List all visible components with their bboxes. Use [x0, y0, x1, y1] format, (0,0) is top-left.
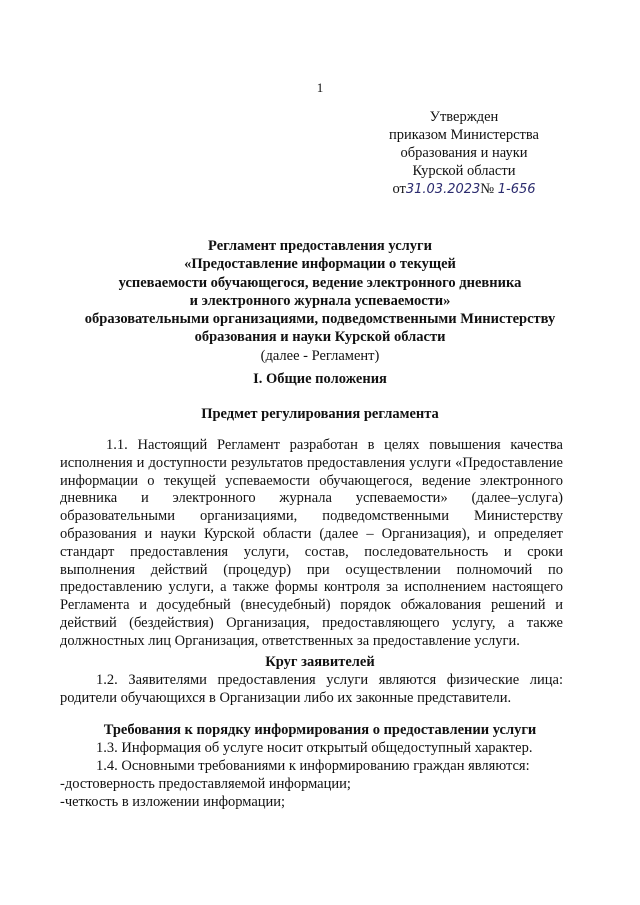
list-item: -четкость в изложении информации; — [60, 793, 286, 810]
section-heading-applicants: Круг заявителей — [265, 654, 375, 670]
title-line: «Предоставление информации о текущей — [184, 256, 456, 273]
page-number: 1 — [316, 80, 324, 95]
order-line — [380, 180, 548, 199]
title-line: и электронного журнала успеваемости» — [189, 292, 451, 309]
order-no-prefix: № — [480, 181, 495, 197]
requirements-list — [60, 776, 563, 812]
order-prefix: от — [392, 181, 406, 197]
approval-line: Утвержден — [429, 109, 499, 125]
section-heading-general: I. Общие положения — [253, 371, 387, 387]
list-item: -достоверность предоставляемой информации; — [60, 776, 351, 792]
title-line: образования и науки Курской области — [194, 329, 446, 346]
document-title — [60, 237, 580, 365]
paragraph-1-1: 1.1. Настоящий Регламент разработан в целях повышения качества исполнения и доступности результатов предоставления услуги «Предоставление информации о текущей успеваемости обучающегося, ведение электронного дневника и электронного журнала успеваемости» (далее–услуга) образовательными организациями, подведомственными Министерству образования и науки Курской области (далее – Организация), и определяет стандарт предоставления услуги, состав, последовательность и сроки выполнения действий (процедур) при осуществлении полномочий по предоставлению услуги, а также формы контроля за исполнением настоящего Регламента и досудебный (внесудебный) порядок обжалования решений и действий (бездействия) Организация, предоставляющего услугу, а также должностных лиц Организация, ответственных за предоставление услуги. — [60, 437, 563, 649]
title-line: образовательными организациями, подведомственными Министерству — [84, 311, 556, 328]
order-date: 31.03.2023 — [405, 182, 481, 197]
section-heading-requirements: Требования к порядку информирования о предоставлении услуги — [103, 722, 537, 738]
order-number: 1-656 — [497, 182, 536, 197]
approval-line: приказом Министерства — [389, 127, 539, 143]
approval-line: Курской области — [412, 163, 516, 179]
title-line: успеваемости обучающегося, ведение электронного дневника — [118, 274, 522, 291]
section-heading-subject: Предмет регулирования регламента — [201, 406, 439, 422]
paragraph-1-4: 1.4. Основными требованиями к информированию граждан являются: — [96, 758, 530, 774]
approval-line: образования и науки — [400, 145, 528, 161]
title-line: Регламент предоставления услуги — [208, 238, 432, 254]
paragraph-1-3: 1.3. Информация об услуге носит открытый общедоступный характер. — [96, 740, 533, 756]
title-note: (далее - Регламент) — [260, 347, 380, 364]
paragraph-1-2: 1.2. Заявителями предоставления услуги являются физические лица: родители обучающихся в Организации либо их законные представители. — [60, 672, 563, 706]
approval-block — [380, 108, 548, 199]
